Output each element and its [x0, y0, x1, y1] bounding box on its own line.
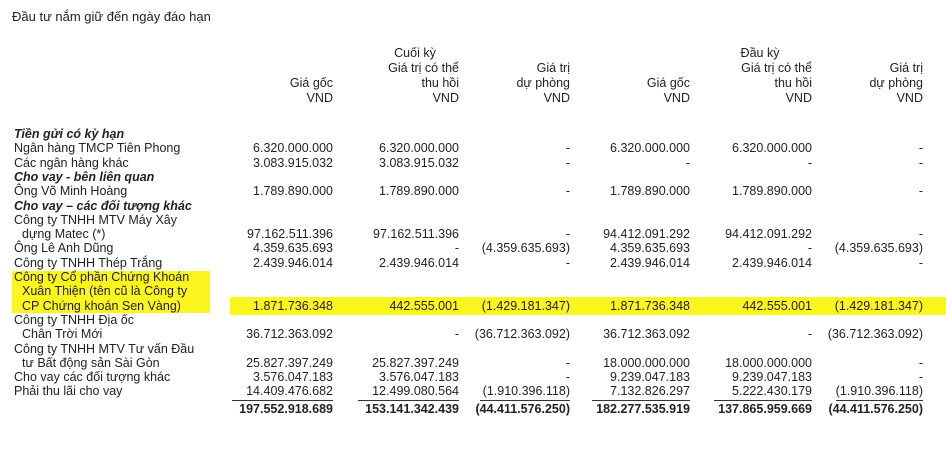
cell-value: -	[454, 327, 459, 342]
cell-value: -	[565, 370, 570, 385]
cell-value: -	[685, 155, 690, 170]
header-dau-ky: Đầu kỳ	[740, 46, 780, 60]
row-label: tư Bất động sản Sài Gòn	[22, 355, 160, 370]
total-rule	[836, 400, 923, 401]
cell-value: -	[918, 184, 923, 199]
total-value: 197.552.918.689	[239, 401, 333, 416]
cell-value: -	[807, 241, 812, 256]
cell-value: 12.499.080.564	[372, 384, 459, 399]
total-value: 182.277.535.919	[596, 401, 690, 416]
cell-value: 7.132.826.297	[610, 384, 690, 399]
total-value: (44.411.576.250)	[475, 401, 570, 416]
cell-value: -	[565, 184, 570, 199]
total-rule	[358, 400, 459, 401]
cell-value: 94.412.091.292	[725, 227, 812, 242]
cell-value: 442.555.001	[389, 298, 459, 313]
cell-value: -	[918, 255, 923, 270]
cell-value: 1.789.890.000	[253, 184, 333, 199]
cell-value: 3.083.915.032	[253, 155, 333, 170]
header-cuoi-ky: Cuối kỳ	[394, 46, 436, 60]
cell-value: 9.239.047.183	[732, 370, 812, 385]
cell-value: (4.359.635.693)	[834, 241, 923, 256]
column-header-2-line-4: VND	[432, 91, 459, 105]
column-header-4-line-4: VND	[663, 91, 690, 105]
cell-value: -	[918, 141, 923, 156]
row-label: Công ty TNHH Thép Trắng	[14, 255, 163, 270]
column-header-1-line-3: Giá gốc	[289, 76, 333, 90]
cell-value: 4.359.635.693	[253, 241, 333, 256]
cell-value: 18.000.000.000	[603, 355, 690, 370]
column-header-6-line-4: VND	[896, 91, 923, 105]
column-header-1-line-4: VND	[306, 91, 333, 105]
cell-value: 25.827.397.249	[246, 355, 333, 370]
cell-value: 442.555.001	[742, 298, 812, 313]
cell-value: 97.162.511.396	[247, 227, 333, 242]
column-header-2-line-3: thu hồi	[421, 76, 459, 90]
cell-value: 3.083.915.032	[379, 155, 459, 170]
cell-value: -	[565, 155, 570, 170]
cell-value: 6.320.000.000	[732, 141, 812, 156]
row-label: Công ty Cổ phần Chứng Khoán	[14, 270, 190, 284]
total-rule	[714, 400, 812, 401]
cell-value: 3.576.047.183	[253, 370, 333, 385]
section-label: Cho vay – các đối tượng khác	[14, 198, 192, 213]
cell-value: 2.439.946.014	[610, 255, 690, 270]
cell-value: 3.576.047.183	[379, 370, 459, 385]
cell-value: 6.320.000.000	[253, 141, 333, 156]
cell-value: 2.439.946.014	[732, 255, 812, 270]
column-header-5-line-2: Giá trị có thể	[741, 61, 812, 75]
cell-value: (1.429.181.347)	[481, 298, 570, 313]
cell-value: 6.320.000.000	[379, 141, 459, 156]
row-label: CP Chứng khoán Sen Vàng)	[22, 298, 181, 313]
cell-value: -	[918, 155, 923, 170]
cell-value: (36.712.363.092)	[474, 327, 570, 342]
cell-value: 97.162.511.396	[373, 227, 459, 242]
cell-value: 36.712.363.092	[603, 327, 690, 342]
cell-value: -	[918, 355, 923, 370]
row-label: Công ty TNHH Địa ốc	[14, 312, 134, 327]
row-label: Ông Lê Anh Dũng	[14, 241, 114, 256]
total-value: 137.865.959.669	[718, 401, 812, 416]
row-label: Công ty TNHH MTV Máy Xây	[14, 212, 178, 227]
cell-value: (36.712.363.092)	[827, 327, 923, 342]
row-label: Phải thu lãi cho vay	[14, 384, 123, 399]
cell-value: 1.871.736.348	[253, 298, 333, 313]
total-value: 153.141.342.439	[365, 401, 459, 416]
cell-value: 1.789.890.000	[610, 184, 690, 199]
column-header-3-line-4: VND	[543, 91, 570, 105]
row-label: Các ngân hàng khác	[14, 155, 129, 170]
cell-value: 14.409.476.682	[246, 384, 333, 399]
row-label: dựng Matec (*)	[22, 227, 106, 242]
cell-value: -	[565, 141, 570, 156]
cell-value: 25.827.397.249	[372, 355, 459, 370]
section-label: Tiền gửi có kỳ hạn	[14, 127, 125, 141]
column-header-6-line-2: Giá trị	[889, 61, 923, 75]
column-header-5-line-4: VND	[785, 91, 812, 105]
cell-value: -	[918, 370, 923, 385]
row-label: Xuân Thiện (tên cũ là Công ty	[22, 284, 188, 299]
column-header-2-line-2: Giá trị có thể	[388, 61, 459, 75]
cell-value: -	[454, 241, 459, 256]
cell-value: 2.439.946.014	[253, 255, 333, 270]
column-header-6-line-3: dự phòng	[869, 76, 923, 90]
row-label: Chân Trời Mới	[22, 327, 103, 342]
row-label: Cho vay các đối tượng khác	[14, 370, 171, 385]
total-rule	[480, 400, 570, 401]
cell-value: -	[565, 227, 570, 242]
cell-value: (1.910.396.118)	[835, 384, 923, 399]
column-header-4-line-3: Giá gốc	[646, 76, 690, 90]
cell-value: 4.359.635.693	[610, 241, 690, 256]
page-title: Đầu tư nắm giữ đến ngày đáo hạn	[12, 9, 211, 24]
row-label: Ông Võ Minh Hoàng	[14, 184, 128, 199]
total-rule	[232, 400, 333, 401]
column-header-3-line-3: dự phòng	[516, 76, 570, 90]
total-value: (44.411.576.250)	[828, 401, 923, 416]
cell-value: (1.910.396.118)	[482, 384, 570, 399]
cell-value: 94.412.091.292	[603, 227, 690, 242]
row-label: Công ty TNHH MTV Tư vấn Đầu	[14, 341, 195, 356]
cell-value: -	[807, 155, 812, 170]
cell-value: 36.712.363.092	[246, 327, 333, 342]
cell-value: 9.239.047.183	[610, 370, 690, 385]
row-label: Ngân hàng TMCP Tiên Phong	[14, 141, 181, 156]
column-header-5-line-3: thu hồi	[774, 76, 812, 90]
section-label: Cho vay - bên liên quan	[14, 169, 155, 184]
cell-value: -	[918, 227, 923, 242]
cell-value: 18.000.000.000	[725, 355, 812, 370]
cell-value: 1.789.890.000	[379, 184, 459, 199]
cell-value: 1.789.890.000	[732, 184, 812, 199]
cell-value: -	[565, 355, 570, 370]
cell-value: 1.871.736.348	[610, 298, 690, 313]
cell-value: 2.439.946.014	[379, 255, 459, 270]
cell-value: 5.222.430.179	[732, 384, 812, 399]
cell-value: (1.429.181.347)	[834, 298, 923, 313]
cell-value: -	[565, 255, 570, 270]
column-header-3-line-2: Giá trị	[536, 61, 570, 75]
cell-value: -	[807, 327, 812, 342]
cell-value: (4.359.635.693)	[481, 241, 570, 256]
total-rule	[592, 400, 690, 401]
cell-value: 6.320.000.000	[610, 141, 690, 156]
